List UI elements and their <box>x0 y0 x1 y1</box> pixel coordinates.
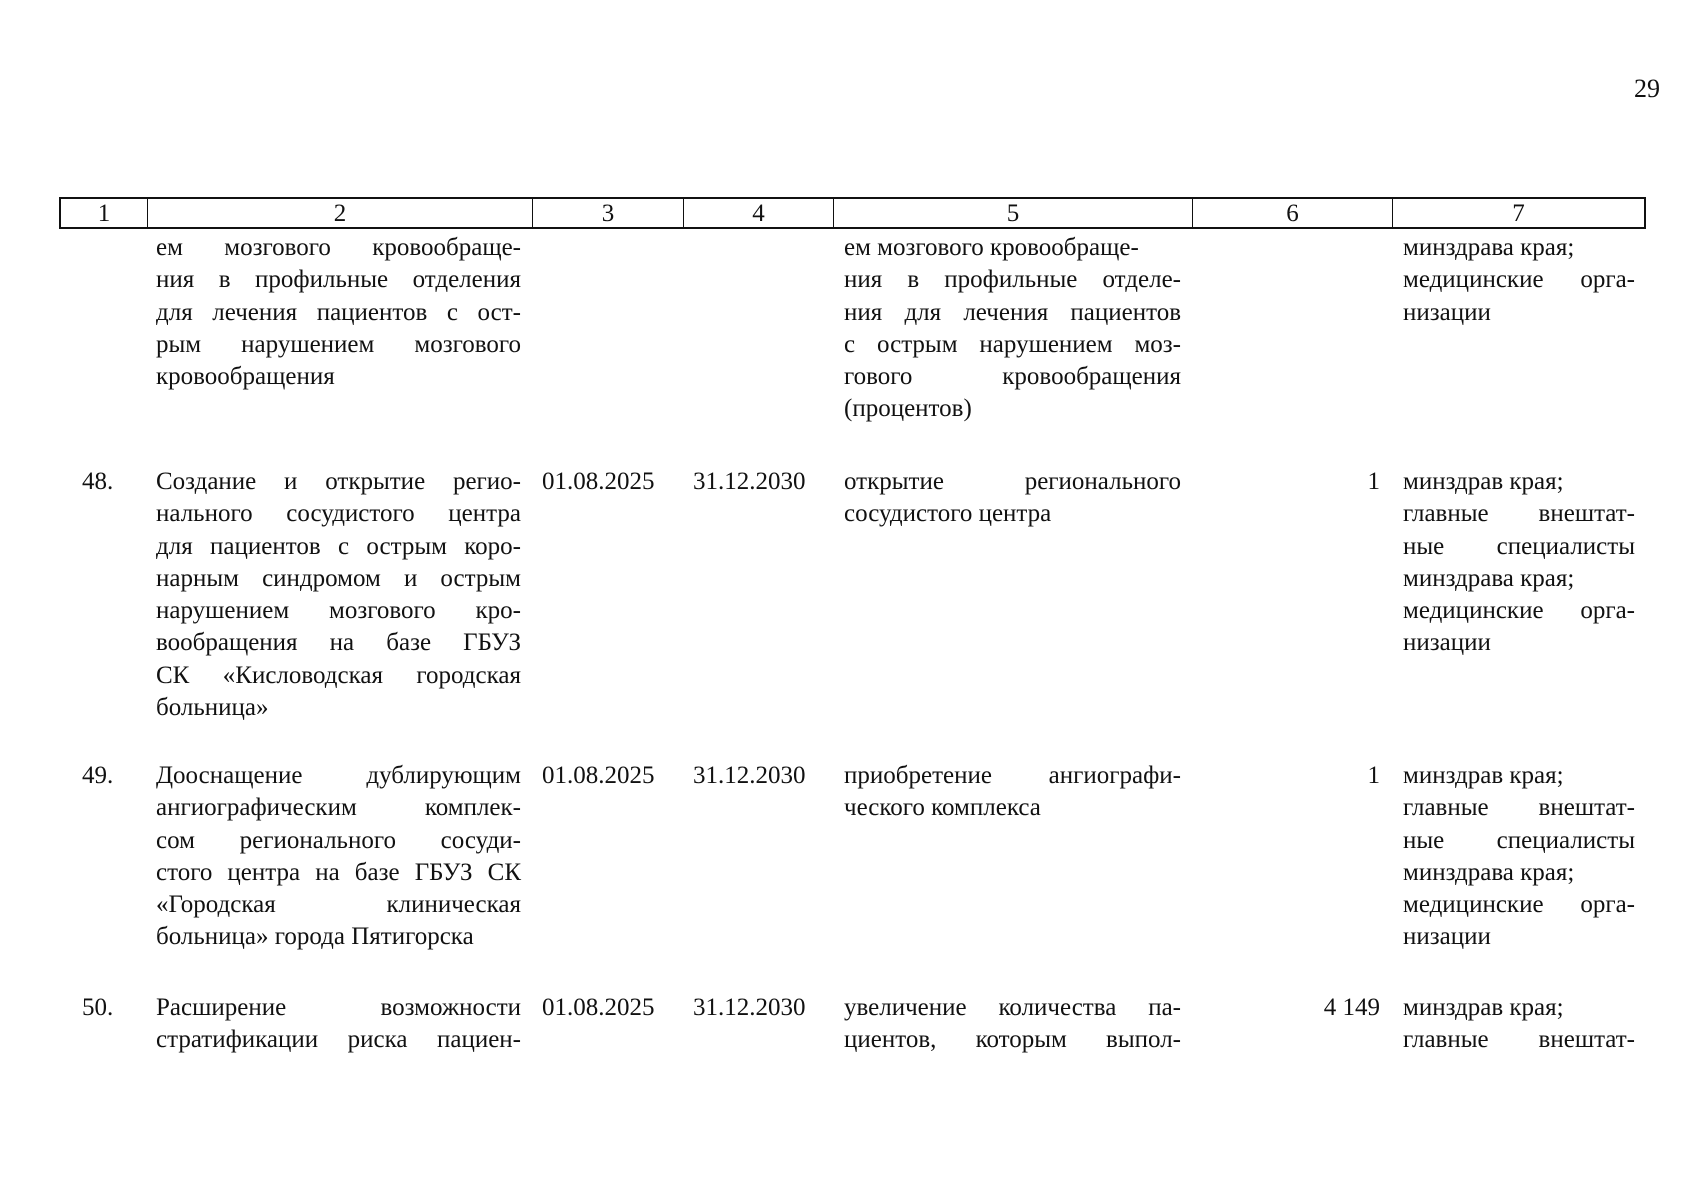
text-line: нарным синдромом и острым <box>156 564 521 592</box>
row-number: 49. <box>82 762 114 789</box>
table-header <box>59 197 1646 229</box>
row-description <box>156 466 521 724</box>
text-line: минздрава края; <box>1403 858 1575 886</box>
text-line: с острым нарушением моз- <box>844 330 1181 358</box>
text-line: главные внештат- <box>1403 794 1635 822</box>
text-line: стратификации риска пациен- <box>156 1026 521 1054</box>
text-line: нарушением мозгового кро- <box>156 597 521 625</box>
header-cell: 4 <box>684 199 834 227</box>
text-line: ния в профильные отделения <box>156 266 521 294</box>
text-line: стого центра на базе ГБУЗ СК <box>156 858 521 886</box>
text-line: Расширение возможности <box>156 994 521 1021</box>
text-line: ем мозгового кровообраще- <box>844 234 1139 261</box>
text-line: гового кровообращения <box>844 363 1181 391</box>
text-line: ем мозгового кровообраще- <box>156 234 521 261</box>
text-line: низации <box>1403 923 1491 951</box>
page-number: 29 <box>1634 74 1660 103</box>
text-line: нального сосудистого центра <box>156 500 521 528</box>
text-line: ные специалисты <box>1403 532 1635 560</box>
text-line: больница» города Пятигорска <box>156 923 474 951</box>
row-responsible <box>1403 466 1635 660</box>
row-description <box>156 992 521 1057</box>
text-line: ческого комплекса <box>844 794 1041 822</box>
text-line: открытие регионального <box>844 468 1181 495</box>
text-line: медицинские орга- <box>1403 597 1635 625</box>
header-cell: 7 <box>1512 200 1525 227</box>
text-line: (процентов) <box>844 395 972 423</box>
row-responsible <box>1403 992 1635 1057</box>
text-line: увеличение количества па- <box>844 994 1181 1021</box>
header-cell: 5 <box>834 199 1193 227</box>
text-line: низации <box>1403 298 1491 326</box>
continuation-responsible <box>1403 232 1635 329</box>
text-line: ния для лечения пациентов <box>844 298 1181 326</box>
text-line: низации <box>1403 629 1491 657</box>
row-value: 1 <box>1367 762 1380 789</box>
text-line: циентов, которым выпол- <box>844 1026 1181 1054</box>
text-line: минздрава края; <box>1403 564 1575 592</box>
text-line: ные специалисты <box>1403 826 1635 854</box>
text-line: сосудистого центра <box>844 500 1052 528</box>
row-description <box>156 760 521 954</box>
header-cell: 3 <box>533 199 684 227</box>
text-line: СК «Кисловодская городская <box>156 661 521 689</box>
text-line: сом регионального сосуди- <box>156 826 521 854</box>
header-cell: 1 <box>61 199 148 227</box>
text-line: для лечения пациентов с ост- <box>156 298 521 326</box>
start-date: 01.08.2025 <box>542 468 655 495</box>
text-line: Создание и открытие регио- <box>156 468 521 495</box>
text-line: ния в профильные отделе- <box>844 266 1181 294</box>
text-line: главные внештат- <box>1403 500 1635 528</box>
text-line: минздрав края; <box>1403 994 1564 1021</box>
text-line: главные внештат- <box>1403 1026 1635 1054</box>
row-indicator <box>844 992 1181 1057</box>
row-value: 1 <box>1367 468 1380 495</box>
row-indicator <box>844 466 1181 531</box>
text-line: рым нарушением мозгового <box>156 330 521 358</box>
row-number: 50. <box>82 994 114 1021</box>
text-line: «Городская клиническая <box>156 891 521 919</box>
text-line: медицинские орга- <box>1403 891 1635 919</box>
text-line: минздрава края; <box>1403 234 1575 261</box>
header-cell: 2 <box>148 199 533 227</box>
text-line: приобретение ангиографи- <box>844 762 1181 789</box>
continuation-indicator <box>844 232 1181 426</box>
continuation-description <box>156 232 521 393</box>
row-responsible <box>1403 760 1635 954</box>
text-line: минздрав края; <box>1403 762 1564 789</box>
row-value: 4 149 <box>1323 994 1380 1021</box>
end-date: 31.12.2030 <box>693 468 806 495</box>
start-date: 01.08.2025 <box>542 994 655 1021</box>
row-indicator <box>844 760 1181 825</box>
text-line: кровообращения <box>156 363 335 391</box>
end-date: 31.12.2030 <box>693 762 806 789</box>
text-line: ангиографическим комплек- <box>156 794 521 822</box>
text-line: медицинские орга- <box>1403 266 1635 294</box>
header-cell: 6 <box>1193 199 1393 227</box>
row-number: 48. <box>82 468 114 495</box>
text-line: Дооснащение дублирующим <box>156 762 521 789</box>
end-date: 31.12.2030 <box>693 994 806 1021</box>
text-line: больница» <box>156 694 269 722</box>
text-line: минздрав края; <box>1403 468 1564 495</box>
text-line: вообращения на базе ГБУЗ <box>156 629 521 657</box>
text-line: для пациентов с острым коро- <box>156 532 521 560</box>
start-date: 01.08.2025 <box>542 762 655 789</box>
